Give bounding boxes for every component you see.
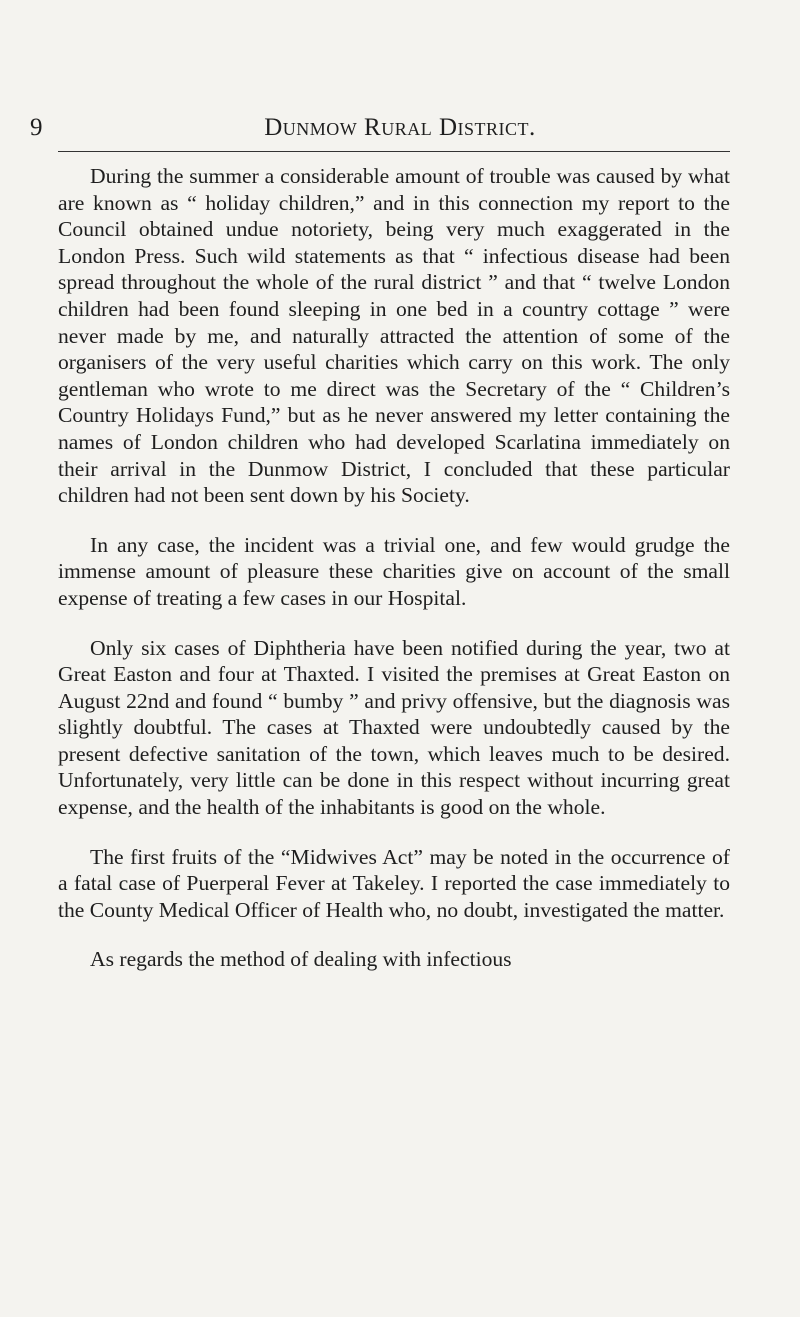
paragraph-midwives-act: The first fruits of the “Midwives Act” may be noted in the occurrence of a fatal case of Puerperal Fever at Takeley. I reported the case immediately to the County Medical Officer of Health who, no doubt, investigated the matter. <box>58 844 730 922</box>
page-header <box>30 112 770 144</box>
paragraph-diphtheria: Only six cases of Diphtheria have been notified during the year, two at Great Easton and four at Thaxted. I visited the premises at Great Easton on August 22nd and found “ bumby ” and privy offensive, but the diagnosis was slightly doubtful. The cases at Thaxted were undoubtedly caused by the present defective sanitation of the town, which leaves much to be desired. Unfortunately, very little can be done in this respect without incurring great expense, and the health of the inhabitants is good on the whole. <box>58 635 730 820</box>
paragraph-trivial-incident: In any case, the incident was a trivial one, and few would grudge the immense amount of pleasure these charities give on account of the small expense of treating a few cases in our Hospital. <box>58 532 730 610</box>
paragraph-holiday-children: During the summer a considerable amount of trouble was caused by what are known as “ holiday children,” and in this connection my report to the Council obtained undue notoriety, being very much exaggerated in the London Press. Such wild statements as that “ infectious disease had been spread throughout the whole of the rural district ” and that “ twelve London children had been found sleeping in one bed in a country cottage ” were never made by me, and naturally attracted the attention of some of the organisers of the very useful charities which carry on this work. The only gentleman who wrote to me direct was the Secretary of the “ Children’s Country Holidays Fund,” but as he never answered my letter containing the names of London children who had developed Scarlatina immediately on their arrival in the Dunmow District, I concluded that these particular children had not been sent down by his Society. <box>58 164 730 508</box>
running-title: Dunmow Rural District. <box>264 114 536 141</box>
paragraph-infectious-method: As regards the method of dealing with infectious <box>90 947 512 972</box>
page-number: 9 <box>30 114 43 141</box>
body-text <box>58 163 730 973</box>
header-rule <box>58 151 730 152</box>
